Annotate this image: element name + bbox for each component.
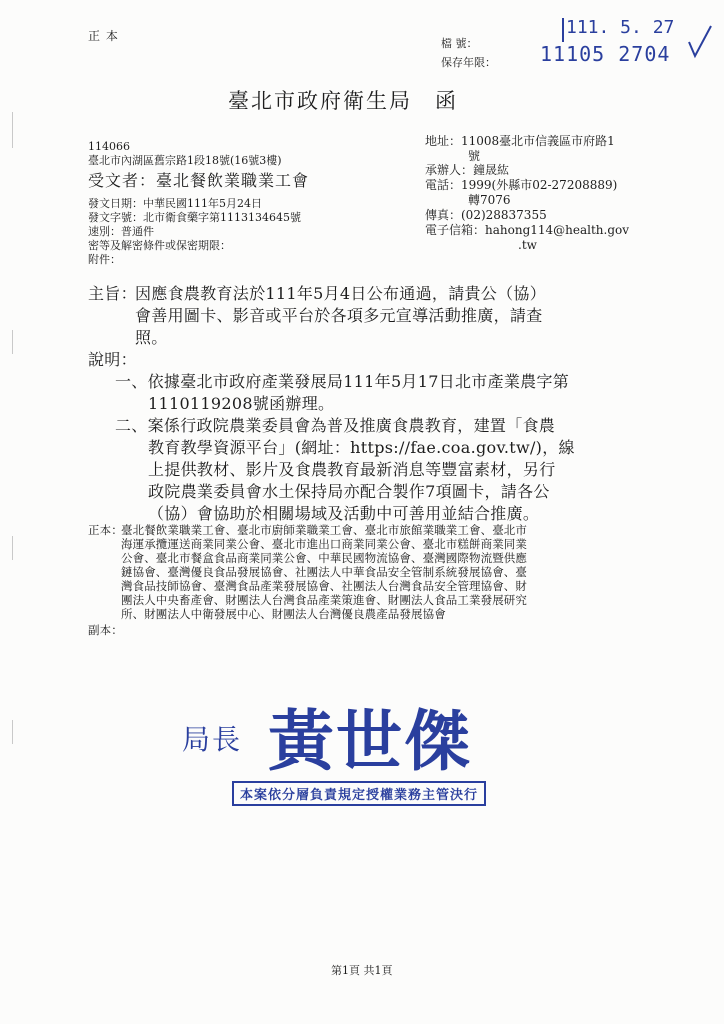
contact-handler: 承辦人：鐘晟紘 [425, 163, 510, 177]
retention-label: 保存年限： [441, 56, 496, 69]
contact-address-cont: 號 [468, 149, 481, 163]
recipient-line: 團法人中央畜產會、財團法人台灣食品產業策進會、財團法人食品工業發展研究 [121, 593, 527, 607]
contact-fax: 傳真：(02)28837355 [425, 208, 547, 222]
director-signature: 黃世傑 [268, 703, 472, 780]
secrecy-level: 密等及解密條件或保密期限： [88, 239, 231, 252]
contact-email: 電子信箱：hahong114@health.gov [425, 223, 630, 237]
explanation-item-2-line-1: 二、案係行政院農業委員會為普及推廣食農教育，建置「食農 [115, 416, 556, 435]
contact-email-cont: .tw [518, 238, 537, 252]
explanation-item-1-line-1: 一、依據臺北市政府產業發展局111年5月17日北市產業農字第 [115, 372, 570, 391]
page-number: 第1頁 共1頁 [331, 964, 393, 977]
binding-mark [12, 720, 13, 744]
issue-number: 發文字號：北市衛食藥字第1113134645號 [88, 211, 301, 224]
copy-label: 正 本 [88, 29, 119, 43]
binding-mark [12, 112, 13, 148]
received-number-stamp: 11105 2704 [540, 42, 671, 66]
file-number-label: 檔 號： [441, 37, 478, 50]
binding-mark [12, 330, 13, 354]
director-title: 局長 [182, 723, 243, 756]
contact-address: 地址：11008臺北市信義區市府路1 [425, 134, 615, 148]
recipient-line: 臺北餐飲業職業工會、臺北市廚師業職業工會、臺北市旅館業職業工會、臺北市 [121, 523, 527, 537]
explanation-item-2-line-3: 上提供教材、影片及食農教育最新消息等豐富素材，另行 [148, 460, 556, 479]
issue-date: 發文日期：中華民國111年5月24日 [88, 197, 262, 210]
stamp-bracket [562, 18, 564, 42]
subject-line-2: 會善用圖卡、影音或平台於各項多元宣導活動推廣，請查 [135, 306, 543, 325]
recipient-address: 臺北市內湖區舊宗路1段18號(16號3樓) [88, 154, 282, 167]
explanation-label: 說明： [88, 350, 137, 369]
explanation-item-2-line-2: 教育教學資源平台」(網址：https://fae.coa.gov.tw/)，線 [148, 438, 575, 457]
checkmark-icon [685, 22, 715, 62]
recipient-line: 公會、臺北市餐盒食品商業同業公會、中華民國物流協會、臺灣國際物流暨供應 [121, 551, 527, 565]
explanation-item-2-line-4: 政院農業委員會水土保持局亦配合製作7項圖卡，請各公 [148, 482, 550, 501]
speed-class: 速別：普通件 [88, 225, 154, 238]
recipient: 受文者：臺北餐飲業職業工會 [88, 171, 310, 190]
contact-phone: 電話：1999(外縣市02-27208889) [425, 178, 618, 192]
binding-mark [12, 536, 13, 560]
recipient-line: 鏈協會、臺灣優良食品發展協會、社團法人中華食品安全管制系統發展協會、臺 [121, 565, 527, 579]
explanation-item-2-line-5: （協）會協助於相關場域及活動中可善用並結合推廣。 [148, 504, 540, 523]
attachments: 附件： [88, 253, 121, 266]
recipient-line: 海運承攬運送商業同業公會、臺北市進出口商業同業公會、臺北市糕餅商業同業 [121, 537, 527, 551]
recipient-line: 所、財團法人中衛發展中心、財團法人台灣優良農產品發展協會 [121, 607, 446, 621]
authorization-stamp: 本案依分層負責規定授權業務主管決行 [232, 781, 486, 806]
document-title: 臺北市政府衛生局 函 [228, 89, 458, 113]
explanation-item-1-line-2: 1110119208號函辦理。 [148, 394, 335, 413]
recipient-line: 灣食品技師協會、臺灣食品產業發展協會、社團法人台灣食品安全管理協會、財 [121, 579, 527, 593]
subject-label: 主旨： [88, 284, 137, 303]
received-date-stamp: 111. 5. 27 [566, 17, 675, 38]
copy-recipients-label: 副本： [88, 623, 123, 637]
original-recipients-label: 正本： [88, 523, 123, 537]
contact-phone-ext: 轉7076 [468, 193, 511, 207]
subject-line-1: 因應食農教育法於111年5月4日公布通過，請貴公（協） [135, 284, 546, 303]
subject-line-3: 照。 [135, 328, 168, 347]
postal-code: 114066 [88, 140, 130, 153]
